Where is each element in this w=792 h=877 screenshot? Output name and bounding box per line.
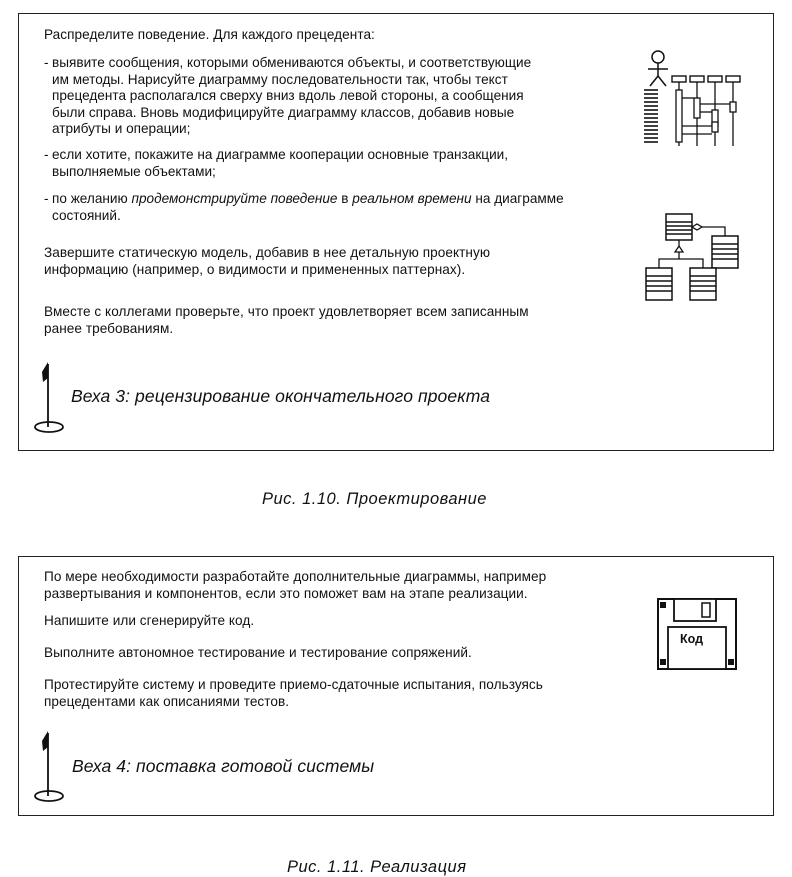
static-model-line-1: Завершите статическую модель, добавив в нее детальную проектную	[44, 245, 491, 260]
class-diagram-icon	[640, 212, 750, 307]
bullet-3-emphasis-1: продемонстрируйте поведение	[131, 191, 338, 206]
figure-1-10-caption: Рис. 1.10. Проектирование	[262, 489, 487, 508]
fig2-para-2: Напишите или сгенерируйте код.	[44, 613, 255, 628]
bullet-3-line-2: состояний.	[52, 207, 121, 223]
figure-1-11-caption: Рис. 1.11. Реализация	[287, 857, 467, 876]
bullet-3-mid: в	[337, 191, 353, 206]
sequence-diagram-icon	[638, 48, 748, 150]
bullet-1-line-5: атрибуты и операции;	[52, 121, 191, 136]
fig2-para-1-line-1: По мере необходимости разработайте дополнительные диаграммы, например	[44, 569, 547, 584]
bullet-3-start: по желанию	[52, 191, 132, 206]
bullet-1-line-4: были справа. Вновь модифицируйте диаграмму классов, добавив новые	[52, 104, 515, 120]
floppy-disk-icon	[656, 597, 738, 671]
milestone-3-title: Веха 3: рецензирование окончательного проекта	[71, 386, 491, 406]
fig2-para-3: Выполните автономное тестирование и тестирование сопряжений.	[44, 645, 472, 660]
bullet-1-line-1: выявите сообщения, которыми обмениваются объекты, и соответствующие	[52, 55, 532, 70]
fig2-para-4-line-2: прецедентами как описаниями тестов.	[44, 693, 290, 709]
bullet-1-line-3: прецедента располагался сверху вниз вдоль левой стороны, а сообщения	[52, 88, 524, 103]
bullet-2-line-1: если хотите, покажите на диаграмме кооперации основные транзакции,	[52, 147, 509, 162]
bullet-2-line-2: выполняемые объектами;	[52, 163, 216, 179]
static-model-line-2: информацию (например, о видимости и примененных паттернах).	[44, 261, 466, 277]
bullet-dash: -	[44, 191, 49, 206]
review-line-1: Вместе с коллегами проверьте, что проект удовлетворяет всем записанным	[44, 304, 529, 319]
milestone-4-title: Веха 4: поставка готовой системы	[72, 756, 375, 776]
bullet-dash: -	[44, 55, 49, 70]
review-line-2: ранее требованиям.	[44, 320, 174, 336]
fig1-intro: Распределите поведение. Для каждого прецедента:	[44, 27, 375, 42]
floppy-label: Код	[680, 632, 704, 646]
bullet-1-line-2: им методы. Нарисуйте диаграмму последовательности так, чтобы текст	[52, 71, 508, 87]
fig2-para-1-line-2: развертывания и компонентов, если это поможет вам на этапе реализации.	[44, 585, 528, 601]
bullet-3-end: на диаграмме	[471, 191, 564, 206]
bullet-dash: -	[44, 147, 49, 162]
milestone-flag-icon	[28, 727, 78, 807]
fig2-para-4-line-1: Протестируйте систему и проведите приемо-сдаточные испытания, пользуясь	[44, 677, 543, 692]
bullet-3-emphasis-2: реальном времени	[352, 191, 472, 206]
